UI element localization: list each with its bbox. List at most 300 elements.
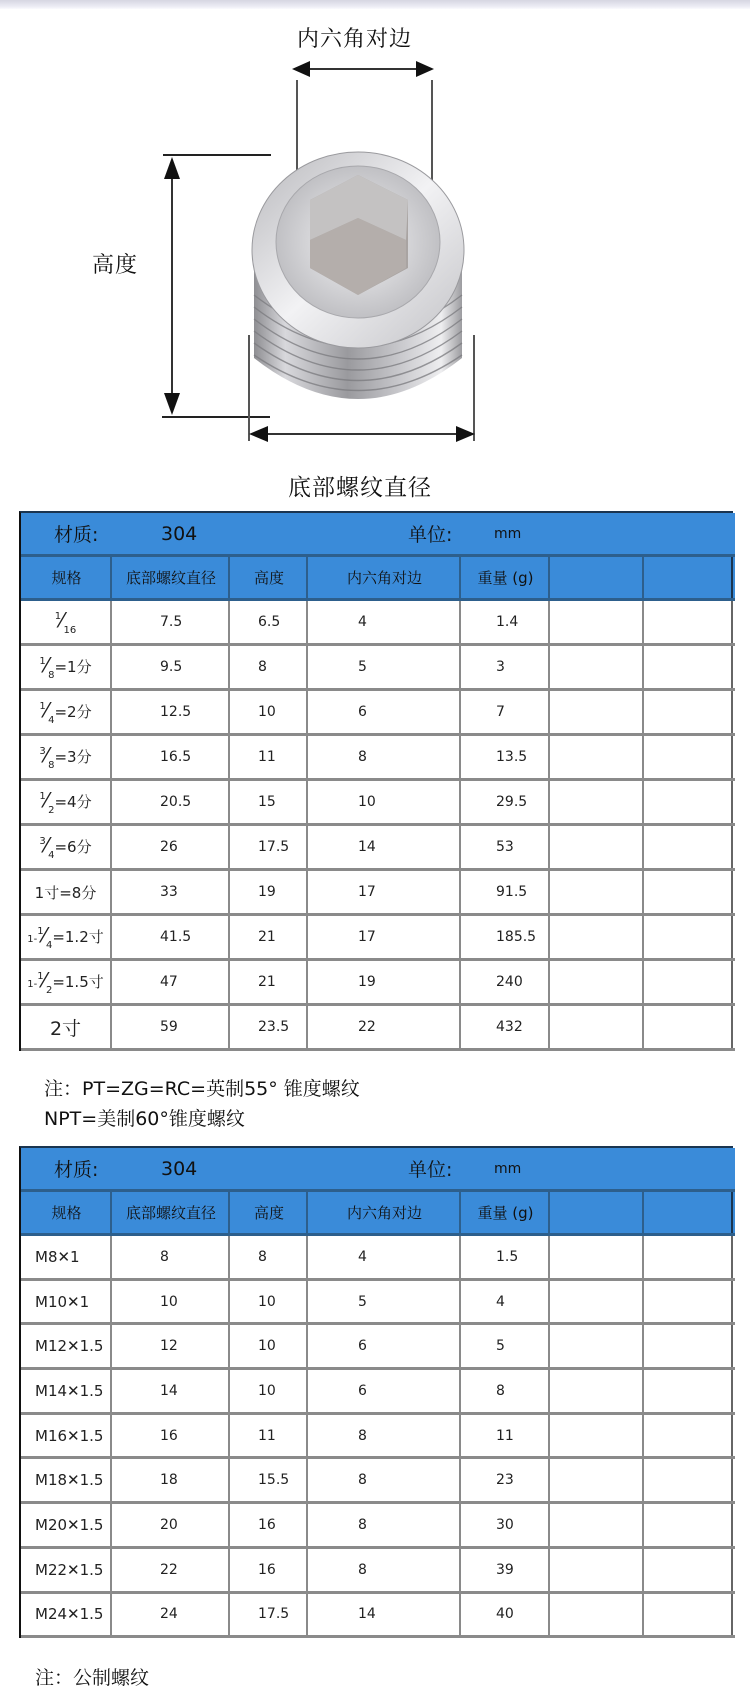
col-divider <box>459 1504 461 1546</box>
col-divider <box>642 826 644 868</box>
spec-value: M20✕1.5 <box>35 1515 104 1534</box>
col-header-diameter: 底部螺纹直径 <box>125 569 216 587</box>
col-divider <box>459 646 461 688</box>
spec-cell <box>21 601 110 643</box>
col-divider <box>110 1236 112 1278</box>
metric-thread-spec-table <box>19 1146 733 1638</box>
col-divider <box>110 691 112 733</box>
spec-prefix: 1- <box>27 979 38 990</box>
table-right-border <box>731 1236 733 1278</box>
hex-cell: 17 <box>358 929 376 945</box>
col-divider <box>642 1006 644 1048</box>
table-right-border <box>731 1006 733 1048</box>
col-divider <box>642 1281 644 1323</box>
table-right-border <box>731 871 733 913</box>
table-right-border <box>731 1415 733 1457</box>
spec-suffix: =1分 <box>54 658 92 676</box>
col-divider <box>228 691 230 733</box>
table-row <box>21 691 735 736</box>
spec-denominator: 2 <box>48 805 55 816</box>
height-cell: 16 <box>258 1516 276 1533</box>
weight-cell: 432 <box>496 1019 523 1035</box>
spec-value: M18✕1.5 <box>35 1471 104 1490</box>
note-pipe-thread-line1: 注：PT=ZG=RC=英制55° 锥度螺纹 <box>44 1078 360 1100</box>
col-divider <box>459 736 461 778</box>
col-divider <box>306 1281 308 1323</box>
spec-cell <box>21 961 110 1003</box>
table-row <box>21 736 735 781</box>
spec-cell <box>35 1281 89 1323</box>
col-divider <box>306 916 308 958</box>
material-value: 304 <box>161 522 198 545</box>
weight-cell: 5 <box>496 1338 505 1355</box>
col-header-hex: 内六角对边 <box>346 1204 422 1222</box>
spec-denominator: 16 <box>63 625 77 636</box>
height-cell: 15.5 <box>258 1472 290 1489</box>
weight-cell: 1.4 <box>496 614 519 630</box>
col-divider <box>548 1325 550 1367</box>
table-row <box>21 1459 735 1504</box>
spec-value: M16✕1.5 <box>35 1426 104 1445</box>
col-header-hex: 内六角对边 <box>346 569 422 587</box>
diameter-cell: 41.5 <box>160 929 192 945</box>
col-divider <box>642 1236 644 1278</box>
col-divider <box>459 601 461 643</box>
col-divider <box>306 961 308 1003</box>
col-divider <box>642 1325 644 1367</box>
table-row <box>21 1549 735 1594</box>
col-divider <box>548 1281 550 1323</box>
col-divider <box>228 1459 230 1501</box>
table-right-border <box>731 691 733 733</box>
table-header-row <box>21 557 735 601</box>
diameter-label: 底部螺纹直径 <box>288 475 432 501</box>
height-cell: 16 <box>258 1561 276 1578</box>
weight-cell: 30 <box>496 1516 514 1533</box>
hex-cell: 14 <box>358 839 376 855</box>
col-divider <box>228 826 230 868</box>
spec-value: M22✕1.5 <box>35 1560 104 1579</box>
unit-label: 单位: <box>408 524 453 546</box>
fraction-slash: ⁄ <box>44 698 49 722</box>
col-divider <box>228 1006 230 1048</box>
col-header-height: 高度 <box>253 569 284 587</box>
col-divider <box>548 1236 550 1278</box>
spec-value: M24✕1.5 <box>35 1605 104 1624</box>
spec-numerator: 1 <box>54 611 62 622</box>
spec-cell <box>35 1504 103 1546</box>
table-row <box>21 1325 735 1370</box>
spec-fraction <box>27 923 104 951</box>
height-cell: 17.5 <box>258 839 290 855</box>
weight-cell: 240 <box>496 974 523 990</box>
table-right-border <box>731 1281 733 1323</box>
col-divider <box>459 871 461 913</box>
spec-numerator: 1 <box>39 791 46 802</box>
table-right-border <box>731 557 733 598</box>
col-divider <box>548 1192 550 1233</box>
col-divider <box>459 1370 461 1412</box>
col-divider <box>110 1415 112 1457</box>
col-divider <box>110 736 112 778</box>
col-divider <box>110 1281 112 1323</box>
col-divider <box>306 1236 308 1278</box>
fraction-slash: ⁄ <box>44 833 49 857</box>
spec-cell <box>21 916 110 958</box>
col-divider <box>459 781 461 823</box>
spec-suffix: =1.5寸 <box>52 973 104 991</box>
col-divider <box>548 691 550 733</box>
pipe-thread-spec-table <box>19 511 733 1051</box>
note-pipe-thread-line2: NPT=美制60°锥度螺纹 <box>44 1108 245 1130</box>
col-divider <box>642 1192 644 1233</box>
unit-label: 单位: <box>408 1159 453 1181</box>
hex-cell: 17 <box>358 884 376 900</box>
col-divider <box>110 1370 112 1412</box>
diameter-cell: 47 <box>160 974 178 990</box>
col-header-height: 高度 <box>253 1204 284 1222</box>
col-divider <box>228 916 230 958</box>
col-divider <box>548 646 550 688</box>
hex-cell: 8 <box>358 1561 367 1578</box>
spec-value: 1寸=8分 <box>34 883 97 902</box>
col-divider <box>548 736 550 778</box>
spec-suffix: =2分 <box>54 703 92 721</box>
hex-cell: 4 <box>358 614 367 630</box>
spec-fraction <box>39 833 91 861</box>
col-divider <box>548 1370 550 1412</box>
weight-cell: 29.5 <box>496 794 528 810</box>
spec-denominator: 8 <box>48 670 55 681</box>
col-divider <box>459 691 461 733</box>
height-cell: 8 <box>258 1248 267 1265</box>
weight-cell: 4 <box>496 1293 505 1310</box>
spec-suffix: =6分 <box>54 838 92 856</box>
col-divider <box>459 1281 461 1323</box>
col-divider <box>110 826 112 868</box>
fraction-slash: ⁄ <box>44 743 49 767</box>
spec-cell <box>35 1415 103 1457</box>
table-row <box>21 1504 735 1549</box>
col-divider <box>459 826 461 868</box>
spec-value: M8✕1 <box>35 1247 80 1266</box>
col-divider <box>459 1325 461 1367</box>
table-meta-row <box>21 1148 735 1192</box>
col-divider <box>228 1594 230 1636</box>
spec-fraction <box>39 653 91 681</box>
col-divider <box>548 1594 550 1636</box>
col-divider <box>306 1370 308 1412</box>
col-divider <box>228 1325 230 1367</box>
table-row <box>21 961 735 1006</box>
spec-numerator: 1 <box>39 701 46 712</box>
height-cell: 21 <box>258 974 276 990</box>
col-divider <box>642 1504 644 1546</box>
col-divider <box>228 781 230 823</box>
weight-cell: 23 <box>496 1472 514 1489</box>
col-divider <box>110 1459 112 1501</box>
col-divider <box>306 646 308 688</box>
diameter-cell: 24 <box>160 1606 178 1623</box>
hex-cell: 5 <box>358 1293 367 1310</box>
col-divider <box>459 1459 461 1501</box>
table-row <box>21 781 735 826</box>
height-cell: 11 <box>258 749 276 765</box>
spec-numerator: 1 <box>39 656 46 667</box>
table-row <box>21 826 735 871</box>
col-divider <box>548 1006 550 1048</box>
col-divider <box>642 1415 644 1457</box>
table-right-border <box>731 1192 733 1233</box>
col-divider <box>548 961 550 1003</box>
col-divider <box>459 916 461 958</box>
hex-cell: 6 <box>358 1382 367 1399</box>
height-cell: 11 <box>258 1427 276 1444</box>
table-row <box>21 871 735 916</box>
col-divider <box>110 601 112 643</box>
height-cell: 23.5 <box>258 1019 290 1035</box>
height-cell: 17.5 <box>258 1606 290 1623</box>
fraction-slash: ⁄ <box>44 788 49 812</box>
col-divider <box>306 1459 308 1501</box>
table-row <box>21 1415 735 1460</box>
diameter-cell: 12.5 <box>160 704 192 720</box>
spec-value: M12✕1.5 <box>35 1337 104 1356</box>
height-cell: 21 <box>258 929 276 945</box>
spec-denominator: 2 <box>45 985 53 996</box>
table-row <box>21 1281 735 1326</box>
table-right-border <box>731 916 733 958</box>
col-divider <box>548 781 550 823</box>
spec-cell <box>21 826 110 868</box>
col-divider <box>228 961 230 1003</box>
diameter-cell: 33 <box>160 884 178 900</box>
col-divider <box>306 736 308 778</box>
col-divider <box>110 916 112 958</box>
diameter-cell: 10 <box>160 1293 178 1310</box>
col-divider <box>306 1325 308 1367</box>
spec-cell <box>35 1459 103 1501</box>
col-divider <box>642 1549 644 1591</box>
col-divider <box>110 1594 112 1636</box>
spec-fraction <box>39 698 91 726</box>
col-divider <box>548 601 550 643</box>
diameter-cell: 14 <box>160 1382 178 1399</box>
hex-cell: 22 <box>358 1019 376 1035</box>
diameter-cell: 59 <box>160 1019 178 1035</box>
table-row <box>21 916 735 961</box>
table-right-border <box>731 1370 733 1412</box>
col-divider <box>110 1549 112 1591</box>
col-divider <box>306 1594 308 1636</box>
col-divider <box>642 1370 644 1412</box>
spec-cell <box>21 646 110 688</box>
diameter-cell: 22 <box>160 1561 178 1578</box>
weight-cell: 91.5 <box>496 884 528 900</box>
hex-cell: 14 <box>358 1606 376 1623</box>
fraction-slash: ⁄ <box>42 968 46 992</box>
spec-cell <box>35 1325 103 1367</box>
top-strip <box>0 0 750 9</box>
table-row <box>21 646 735 691</box>
col-divider <box>228 1236 230 1278</box>
col-divider <box>228 736 230 778</box>
weight-cell: 3 <box>496 659 505 675</box>
weight-cell: 1.5 <box>496 1248 519 1265</box>
col-divider <box>548 871 550 913</box>
spec-value: M10✕1 <box>35 1292 90 1311</box>
col-divider <box>548 1459 550 1501</box>
unit-value: mm <box>494 525 522 542</box>
hex-cell: 8 <box>358 1472 367 1489</box>
col-divider <box>642 691 644 733</box>
spec-value: 2寸 <box>49 1017 82 1040</box>
spec-fraction <box>27 968 104 996</box>
col-divider <box>228 1504 230 1546</box>
fraction-slash: ⁄ <box>42 923 46 947</box>
spec-prefix: 1- <box>27 934 38 945</box>
diameter-cell: 16.5 <box>160 749 192 765</box>
col-divider <box>548 1549 550 1591</box>
spec-denominator: 8 <box>48 760 55 771</box>
hex-cell: 8 <box>358 1427 367 1444</box>
col-divider <box>306 601 308 643</box>
col-divider <box>306 1006 308 1048</box>
spec-numerator: 3 <box>39 836 46 847</box>
col-divider <box>459 1594 461 1636</box>
weight-cell: 11 <box>496 1427 514 1444</box>
spec-fraction <box>55 608 76 636</box>
col-divider <box>459 961 461 1003</box>
col-divider <box>228 601 230 643</box>
hex-cell: 10 <box>358 794 376 810</box>
table-right-border <box>731 826 733 868</box>
spec-cell <box>21 736 110 778</box>
spec-value: M14✕1.5 <box>35 1381 104 1400</box>
col-divider <box>228 1415 230 1457</box>
table-row <box>21 1594 735 1639</box>
col-divider <box>642 871 644 913</box>
spec-fraction <box>39 743 91 771</box>
col-divider <box>306 691 308 733</box>
spec-cell <box>21 781 110 823</box>
col-divider <box>642 916 644 958</box>
spec-fraction <box>39 788 91 816</box>
table-row <box>21 1236 735 1281</box>
spec-cell <box>21 1006 110 1048</box>
diameter-cell: 7.5 <box>160 614 183 630</box>
col-divider <box>548 916 550 958</box>
col-divider <box>306 1415 308 1457</box>
hex-cell: 4 <box>358 1248 367 1265</box>
hex-cell: 8 <box>358 1516 367 1533</box>
spec-cell <box>35 1594 103 1636</box>
diameter-cell: 20.5 <box>160 794 192 810</box>
col-divider <box>110 646 112 688</box>
spec-denominator: 4 <box>48 850 55 861</box>
col-divider <box>642 1594 644 1636</box>
diameter-cell: 26 <box>160 839 178 855</box>
fraction-slash: ⁄ <box>60 608 64 632</box>
col-header-spec: 规格 <box>51 1204 82 1222</box>
table-body <box>21 601 733 1051</box>
col-divider <box>306 826 308 868</box>
height-cell: 8 <box>258 659 267 675</box>
col-header-diameter: 底部螺纹直径 <box>125 1204 216 1222</box>
material-label: 材质: <box>54 1159 99 1181</box>
diameter-cell: 12 <box>160 1338 178 1355</box>
table-row <box>21 601 735 646</box>
diameter-arrow-icon <box>246 422 478 446</box>
spec-numerator: 3 <box>39 746 46 757</box>
table-right-border <box>731 781 733 823</box>
weight-cell: 53 <box>496 839 514 855</box>
spec-suffix: =4分 <box>54 793 92 811</box>
spec-suffix: =3分 <box>54 748 92 766</box>
col-divider <box>548 826 550 868</box>
table-right-border <box>731 1504 733 1546</box>
hex-width-label: 内六角对边 <box>297 27 413 52</box>
col-divider <box>642 1459 644 1501</box>
col-divider <box>306 1504 308 1546</box>
col-divider <box>228 1549 230 1591</box>
table-right-border <box>731 1325 733 1367</box>
height-cell: 10 <box>258 1382 276 1399</box>
hex-socket-plug-image <box>240 150 476 412</box>
table-right-border <box>731 601 733 643</box>
spec-cell <box>35 1370 103 1412</box>
spec-cell <box>21 871 110 913</box>
hex-cell: 6 <box>358 1338 367 1355</box>
col-divider <box>306 781 308 823</box>
diameter-cell: 18 <box>160 1472 178 1489</box>
col-divider <box>459 1236 461 1278</box>
col-divider <box>548 1504 550 1546</box>
height-cell: 10 <box>258 1293 276 1310</box>
col-divider <box>306 871 308 913</box>
table-right-border <box>731 961 733 1003</box>
hex-cell: 19 <box>358 974 376 990</box>
table-row <box>21 1370 735 1415</box>
table-right-border <box>731 736 733 778</box>
spec-denominator: 4 <box>48 715 55 726</box>
weight-cell: 13.5 <box>496 749 528 765</box>
col-divider <box>228 1370 230 1412</box>
weight-cell: 40 <box>496 1606 514 1623</box>
hex-cell: 5 <box>358 659 367 675</box>
col-divider <box>110 961 112 1003</box>
weight-cell: 7 <box>496 704 505 720</box>
spec-suffix: =1.2寸 <box>52 928 104 946</box>
col-divider <box>228 646 230 688</box>
hex-width-arrow-icon <box>288 58 438 82</box>
diameter-cell: 20 <box>160 1516 178 1533</box>
col-divider <box>642 961 644 1003</box>
col-divider <box>228 871 230 913</box>
table-body <box>21 1236 733 1638</box>
diameter-cell: 9.5 <box>160 659 183 675</box>
height-cell: 10 <box>258 704 276 720</box>
fraction-slash: ⁄ <box>44 653 49 677</box>
col-divider <box>548 557 550 598</box>
col-divider <box>459 1006 461 1048</box>
col-divider <box>459 1415 461 1457</box>
table-meta-row <box>21 513 735 557</box>
col-header-spec: 规格 <box>51 569 82 587</box>
col-divider <box>110 1504 112 1546</box>
col-divider <box>642 601 644 643</box>
spec-cell <box>35 1236 80 1278</box>
